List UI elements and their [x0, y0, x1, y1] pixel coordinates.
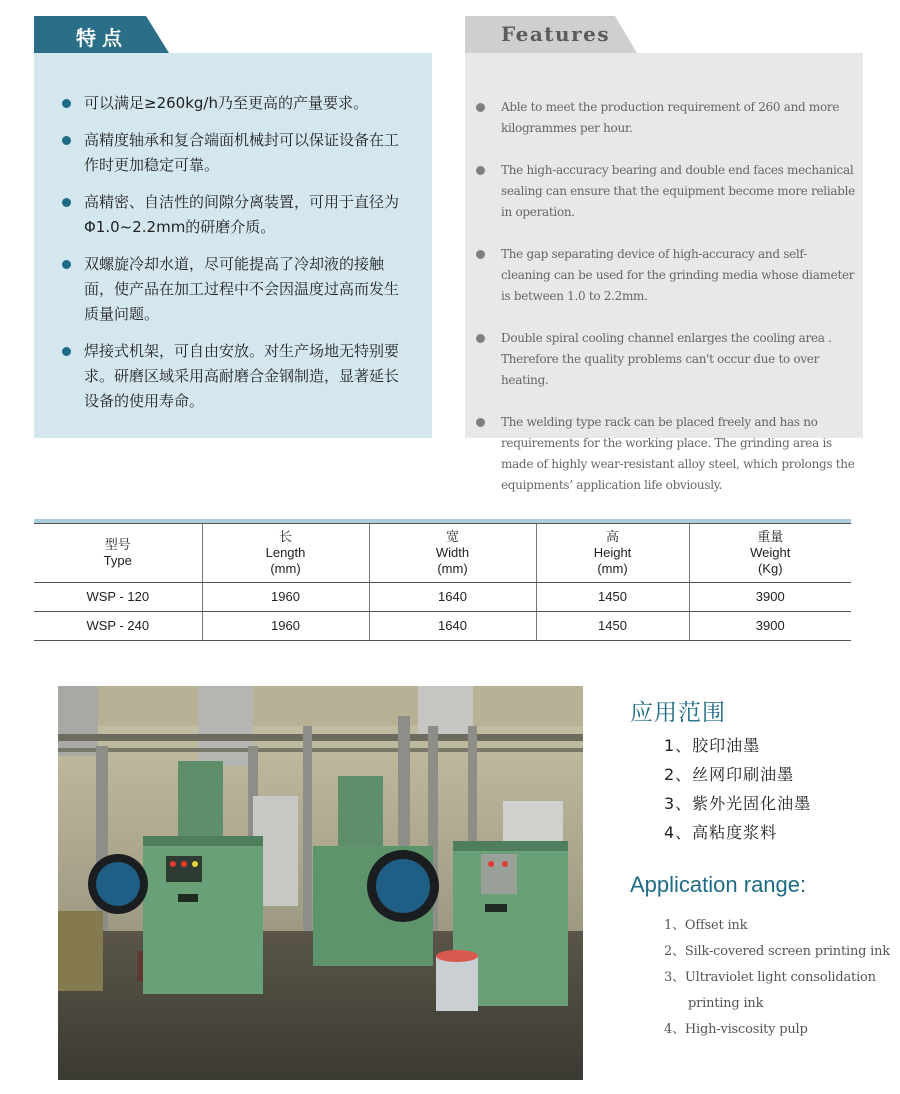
features-cn-list: [62, 91, 402, 426]
table-row: [34, 611, 851, 640]
bullet-icon: [476, 103, 485, 112]
list-item: 4、高粘度浆料: [664, 823, 778, 842]
header-width: 宽 Width (mm): [369, 524, 536, 582]
table-row: [34, 582, 851, 611]
bullet-icon: [62, 260, 71, 269]
list-item: 焊接式机架，可自由安放。对生产场地无特别要求。研磨区域采用高耐磨合金钢制造，显著延长设备的使用寿命。: [62, 339, 402, 414]
bullet-icon: [476, 334, 485, 343]
list-item: 高精密、自洁性的间隙分离装置，可用于直径为Φ1.0~2.2mm的研磨介质。: [62, 190, 402, 240]
table-cell: 1640: [369, 611, 536, 640]
table-cell: WSP - 120: [34, 582, 202, 611]
bullet-icon: [62, 347, 71, 356]
equipment-photo-illustration: [58, 686, 583, 1080]
table-cell: 1640: [369, 582, 536, 611]
application-en-list: [664, 913, 896, 1043]
list-item: Double spiral cooling channel enlarges the cooling area . Therefore the quality problems can't occur due to over heating.: [475, 328, 855, 391]
list-item: The welding type rack can be placed freely and has no requirements for the working place. The grinding area is made of highly wear-resistant alloy steel, which prolongs the equipments’ application life obviously.: [475, 412, 855, 496]
application-cn-list: [664, 731, 811, 847]
bullet-icon: [476, 166, 485, 175]
list-item: 1、胶印油墨: [664, 736, 761, 755]
table-cell: 1960: [202, 582, 369, 611]
list-item: The high-accuracy bearing and double end faces mechanical sealing can ensure that the equipment become more reliable in operation.: [475, 160, 855, 223]
features-en-panel: [465, 53, 863, 492]
list-item: 3、Ultraviolet light consolidation printing ink: [664, 970, 876, 1011]
table-cell: 1960: [202, 611, 369, 640]
list-item: 2、丝网印刷油墨: [664, 765, 795, 784]
list-item: 1、Offset ink: [664, 918, 748, 933]
spec-table: [34, 524, 851, 641]
table-header-row: [34, 524, 851, 582]
table-cell: 1450: [536, 582, 689, 611]
bullet-icon: [476, 418, 485, 427]
list-item: 4、High-viscosity pulp: [664, 1022, 808, 1037]
bullet-icon: [476, 250, 485, 259]
features-cn-title: 特点: [76, 26, 128, 50]
bullet-icon: [62, 99, 71, 108]
list-item: 双螺旋冷却水道，尽可能提高了冷却液的接触面，使产品在加工过程中不会因温度过高而发生质量问题。: [62, 252, 402, 327]
features-cn-tab: [34, 16, 169, 53]
bullet-icon: [62, 198, 71, 207]
features-en-title: Features: [501, 22, 611, 46]
features-en-list: [475, 97, 855, 517]
header-height: 高 Height (mm): [536, 524, 689, 582]
list-item: The gap separating device of high-accuracy and self-cleaning can be used for the grinding media whose diameter is between 1.0 to 2.2mm.: [475, 244, 855, 307]
table-cell: 1450: [536, 611, 689, 640]
header-type: 型号 Type: [34, 524, 202, 582]
table-cell: 3900: [689, 611, 851, 640]
table-cell: WSP - 240: [34, 611, 202, 640]
features-en-tab: [465, 16, 637, 53]
features-cn-panel: [34, 53, 432, 438]
list-item: 3、紫外光固化油墨: [664, 794, 812, 813]
application-cn-title: 应用范围: [630, 700, 726, 726]
list-item: Able to meet the production requirement of 260 and more kilogrammes per hour.: [475, 97, 855, 139]
list-item: 2、Silk-covered screen printing ink: [664, 944, 890, 959]
header-weight: 重量 Weight (Kg): [689, 524, 851, 582]
equipment-photo: [58, 686, 583, 1080]
header-length: 长 Length (mm): [202, 524, 369, 582]
list-item: 可以满足≥260kg/h乃至更高的产量要求。: [62, 91, 402, 116]
list-item: 高精度轴承和复合端面机械封可以保证设备在工作时更加稳定可靠。: [62, 128, 402, 178]
bullet-icon: [62, 136, 71, 145]
table-cell: 3900: [689, 582, 851, 611]
application-en-title: Application range:: [630, 872, 807, 897]
